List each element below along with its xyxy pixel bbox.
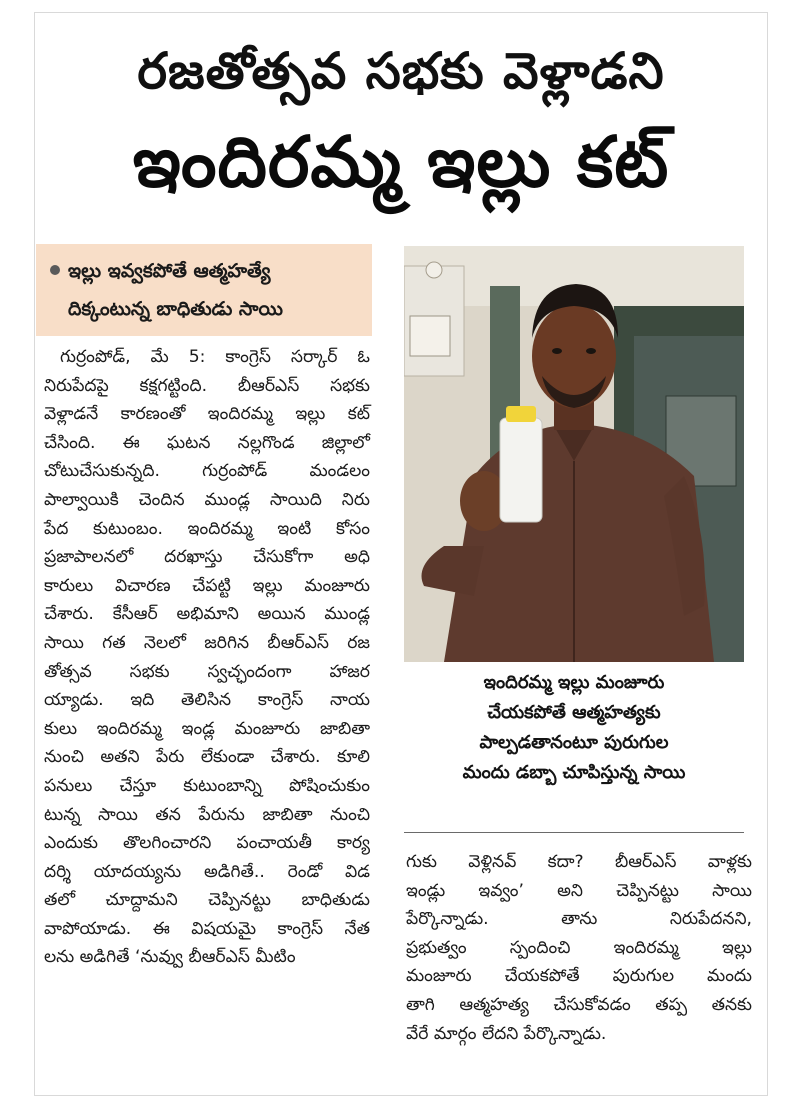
article-line: తోత్సవ సభకు స్వచ్ఛందంగా హాజర (44, 661, 370, 682)
article-line: నుంచి అతని పేరు లేకుండా చేశారు. కూలి (44, 747, 370, 768)
caption-divider (404, 832, 744, 833)
article-line: దర్శి యాదయ్యను అడిగితే.. రెండో విడ (44, 861, 370, 882)
article-line: ఎందుకు తొలగించారని పంచాయతీ కార్య (44, 833, 370, 854)
headline-line-1: రజతోత్సవ సభకు వెళ్లాడని (137, 42, 665, 100)
caption-line: మందు డబ్బా చూపిస్తున్న సాయి (462, 762, 686, 783)
article-line: వేరే మార్గం లేదని పేర్కొన్నాడు. (406, 1023, 607, 1044)
article-line: చోటుచేసుకున్నది. గుర్రంపోడ్‌ మండలం (44, 461, 370, 482)
highlight-line-1: ఇల్లు ఇవ్వకపోతే ఆత్మహత్యే (68, 260, 271, 282)
article-line: మంజూరు చేయకపోతే పురుగుల మందు (406, 966, 752, 987)
article-line: కారులు విచారణ చేపట్టి ఇల్లు మంజూరు (44, 575, 370, 596)
article-line: వెళ్లాడనే కారణంతో ఇందిరమ్మ ఇల్లు కట్‌ (44, 404, 370, 425)
article-line: నిరుపేదపై కక్షగట్టింది. బీఆర్‌ఎస్‌ సభకు (44, 375, 370, 396)
highlight-box (36, 244, 372, 336)
photo-caption (404, 668, 744, 788)
news-photo (404, 246, 744, 662)
article-line: పేద కుటుంబం. ఇందిరమ్మ ఇంటి కోసం (44, 518, 370, 539)
article-line: చేశారు. కేసీఆర్‌ అభిమాని అయిన ముండ్ల (44, 604, 370, 625)
article-line: పనులు చేస్తూ కుటుంబాన్ని పోషించుకుం (44, 775, 370, 796)
article-line: తాగి ఆత్మహత్య చేసుకోవడం తప్ప తనకు (406, 994, 752, 1015)
article-line: య్యాడు. ఇది తెలిసిన కాంగ్రెస్‌ నాయ (44, 690, 370, 711)
article-line: టున్న సాయి తన పేరును జాబితా నుంచి (44, 804, 370, 825)
article-line: గుకు వెళ్లినవ్‌ కదా? బీఆర్‌ఎస్‌ వాళ్లకు (406, 852, 752, 872)
caption-line: పాల్పడతానంటూ పురుగుల (479, 732, 669, 753)
article-line: సాయి గత నెలలో జరిగిన బీఆర్‌ఎస్‌ రజ (44, 632, 370, 653)
article-line: తలో చూద్దామని చెప్పినట్టు బాధితుడు (44, 890, 370, 911)
article-line: కులు ఇందిరమ్మ ఇండ్ల మంజూరు జాబితా (44, 718, 370, 739)
man-holding-bottle-image (404, 246, 744, 662)
article-line: ఇండ్లు ఇవ్వం’ అని చెప్పినట్టు సాయి (406, 880, 752, 901)
article-line: పేర్కొన్నాడు. తాను నిరుపేదనని, (406, 909, 752, 930)
headline-line-2: ఇందిరమ్మ ఇల్లు కట్ (132, 121, 670, 203)
article-body-left (44, 343, 370, 972)
article-line: వాపోయాడు. ఈ విషయమై కాంగ్రెస్‌ నేత (44, 918, 370, 939)
highlight-line-2: దిక్కంటున్న బాధితుడు సాయి (68, 298, 283, 320)
article-line: చేసింది. ఈ ఘటన నల్లగొండ జిల్లాలో (44, 432, 370, 453)
article-line: లను అడిగితే ‘నువ్వు బీఆర్‌ఎస్‌ మీటిం (44, 947, 296, 968)
article-line: పాల్వాయికి చెందిన ముండ్ల సాయిది నిరు (44, 489, 370, 510)
article-line: గుర్రంపోడ్‌, మే 5: కాంగ్రెస్‌ సర్కార్‌ ఓ (60, 347, 370, 367)
bullet-icon (50, 265, 60, 275)
caption-line: చేయకపోతే ఆత్మహత్యకు (487, 702, 661, 723)
caption-line: ఇందిరమ్మ ఇల్లు మంజూరు (483, 672, 665, 693)
article-body-right (406, 848, 752, 1048)
article-line: ప్రజాపాలనలో దరఖాస్తు చేసుకోగా అధి (44, 547, 370, 568)
article-line: ప్రభుత్వం స్పందించి ఇందిరమ్మ ఇల్లు (406, 937, 752, 958)
